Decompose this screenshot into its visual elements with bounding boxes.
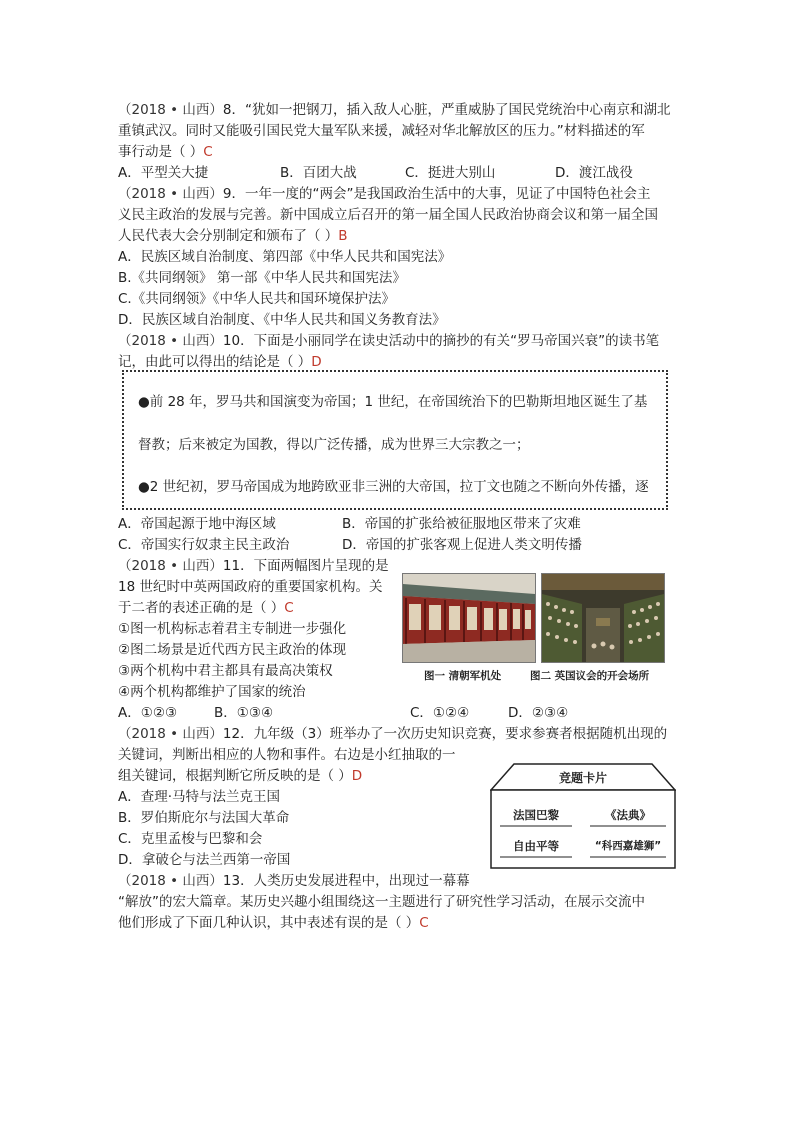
q8-line3: 事行动是（ ）C (118, 144, 213, 160)
card-cell-corsican: “科西嘉雄狮” (594, 840, 662, 852)
q12-option-d: D．拿破仑与法兰西第一帝国 (118, 852, 291, 868)
q11-line1: （2018 • 山西）11．下面两幅图片呈现的是 (118, 558, 389, 574)
q9-option-d: D．民族区域自治制度、《中华人民共和国义务教育法》 (118, 312, 446, 328)
photo1-caption: 图一 清朝军机处 (424, 670, 502, 682)
q12-answer: D (351, 768, 363, 784)
qing-building-illustration (403, 574, 535, 662)
q11-option-a: A．①②③ (118, 705, 178, 721)
q8-option-d: D．渡江战役 (555, 165, 633, 181)
q9-line1: （2018 • 山西）9．一年一度的“两会”是我国政治生活中的大事，见证了中国特色社会主 (118, 186, 651, 202)
q13-line3: 他们形成了下面几种认识，其中表述有误的是（ ）C (118, 915, 429, 931)
notes-line-3: ●2 世纪初，罗马帝国成为地跨欧亚非三洲的大帝国，拉丁文也随之不断向外传播，逐 (138, 479, 649, 495)
reading-notes-box (122, 370, 668, 510)
quiz-card (490, 762, 676, 870)
q10-answer: D (311, 354, 322, 370)
card-cell-liberty: 自由平等 (513, 839, 559, 853)
parliament-chamber-illustration (542, 574, 664, 662)
q8-option-b: B．百团大战 (280, 165, 357, 181)
q12-option-c: C．克里孟梭与巴黎和会 (118, 831, 263, 847)
q11-option-d: D．②③④ (508, 705, 569, 721)
q9-line3: 人民代表大会分别制定和颁布了（ ）B (118, 228, 348, 244)
q8-option-c: C．挺进大别山 (405, 165, 496, 181)
q13-line1: （2018 • 山西）13．人类历史发展进程中，出现过一幕幕 (118, 873, 470, 889)
q11-item-4: ④两个机构都维护了国家的统治 (118, 684, 306, 700)
q11-option-c: C．①②④ (410, 705, 470, 721)
q11-item-2: ②图二场景是近代西方民主政治的体现 (118, 642, 347, 658)
q10-option-a: A．帝国起源于地中海区域 (118, 516, 276, 532)
q10-line2: 记，由此可以得出的结论是（ ）D (118, 354, 322, 370)
q10-line1: （2018 • 山西）10．下面是小丽同学在读史活动中的摘抄的有关“罗马帝国兴衰”的读书笔 (118, 333, 660, 349)
british-parliament-photo (541, 573, 665, 663)
q10-option-b: B．帝国的扩张给被征服地区带来了灾难 (342, 516, 581, 532)
q13-line2: “解放”的宏大篇章。某历史兴趣小组围绕这一主题进行了研究性学习活动，在展示交流中 (118, 894, 645, 910)
card-cell-paris: 法国巴黎 (513, 808, 559, 822)
notes-line-2: 督教；后来被定为国教，得以广泛传播，成为世界三大宗教之一； (138, 437, 530, 453)
qing-grand-council-photo (402, 573, 536, 663)
quiz-card-title: 竞题卡片 (558, 771, 607, 785)
q9-option-c: C.《共同纲领》《中华人民共和国环境保护法》 (118, 291, 395, 307)
q11-option-b: B．①③④ (214, 705, 274, 721)
notes-line-1: ●前 28 年，罗马共和国演变为帝国；1 世纪，在帝国统治下的巴勒斯坦地区诞生了基 (138, 394, 648, 410)
q12-option-a: A．查理·马特与法兰克王国 (118, 789, 281, 805)
q12-line2: 关键词，判断出相应的人物和事件。右边是小红抽取的一 (118, 747, 456, 763)
photo2-caption: 图二 英国议会的开会场所 (530, 670, 650, 682)
q11-line3: 于二者的表述正确的是（ ）C (118, 600, 294, 616)
q12-line3: 组关键词，根据判断它所反映的是（ ）D (118, 768, 363, 784)
q8-option-a: A．平型关大捷 (118, 165, 209, 181)
q11-answer: C (284, 600, 294, 616)
q12-option-b: B．罗伯斯庇尔与法国大革命 (118, 810, 290, 826)
q11-line2: 18 世纪时中英两国政府的重要国家机构。关 (118, 579, 383, 595)
q11-item-3: ③两个机构中君主都具有最高决策权 (118, 663, 333, 679)
q12-line1: （2018 • 山西）12．九年级（3）班举办了一次历史知识竞赛，要求参赛者根据随机出现的 (118, 726, 668, 742)
q8-line1: （2018 • 山西）8．“犹如一把钢刀，插入敌人心脏，严重威胁了国民党统治中心南京和湖北 (118, 102, 671, 118)
q10-option-d: D．帝国的扩张客观上促进人类文明传播 (342, 537, 582, 553)
q9-answer: B (338, 228, 348, 244)
q11-item-1: ①图一机构标志着君主专制进一步强化 (118, 621, 347, 637)
q13-answer: C (419, 915, 429, 931)
q10-option-c: C．帝国实行奴隶主民主政治 (118, 537, 290, 553)
q8-line2: 重镇武汉。同时又能吸引国民党大量军队来援，减轻对华北解放区的压力。”材料描述的军 (118, 123, 645, 139)
card-cell-code: 《法典》 (605, 808, 651, 822)
q8-answer: C (203, 144, 213, 160)
q9-line2: 义民主政治的发展与完善。新中国成立后召开的第一届全国人民政治协商会议和第一届全国 (118, 207, 658, 223)
q9-option-b: B.《共同纲领》 第一部《中华人民共和国宪法》 (118, 270, 406, 286)
q9-option-a: A．民族区域自治制度、第四部《中华人民共和国宪法》 (118, 249, 452, 265)
